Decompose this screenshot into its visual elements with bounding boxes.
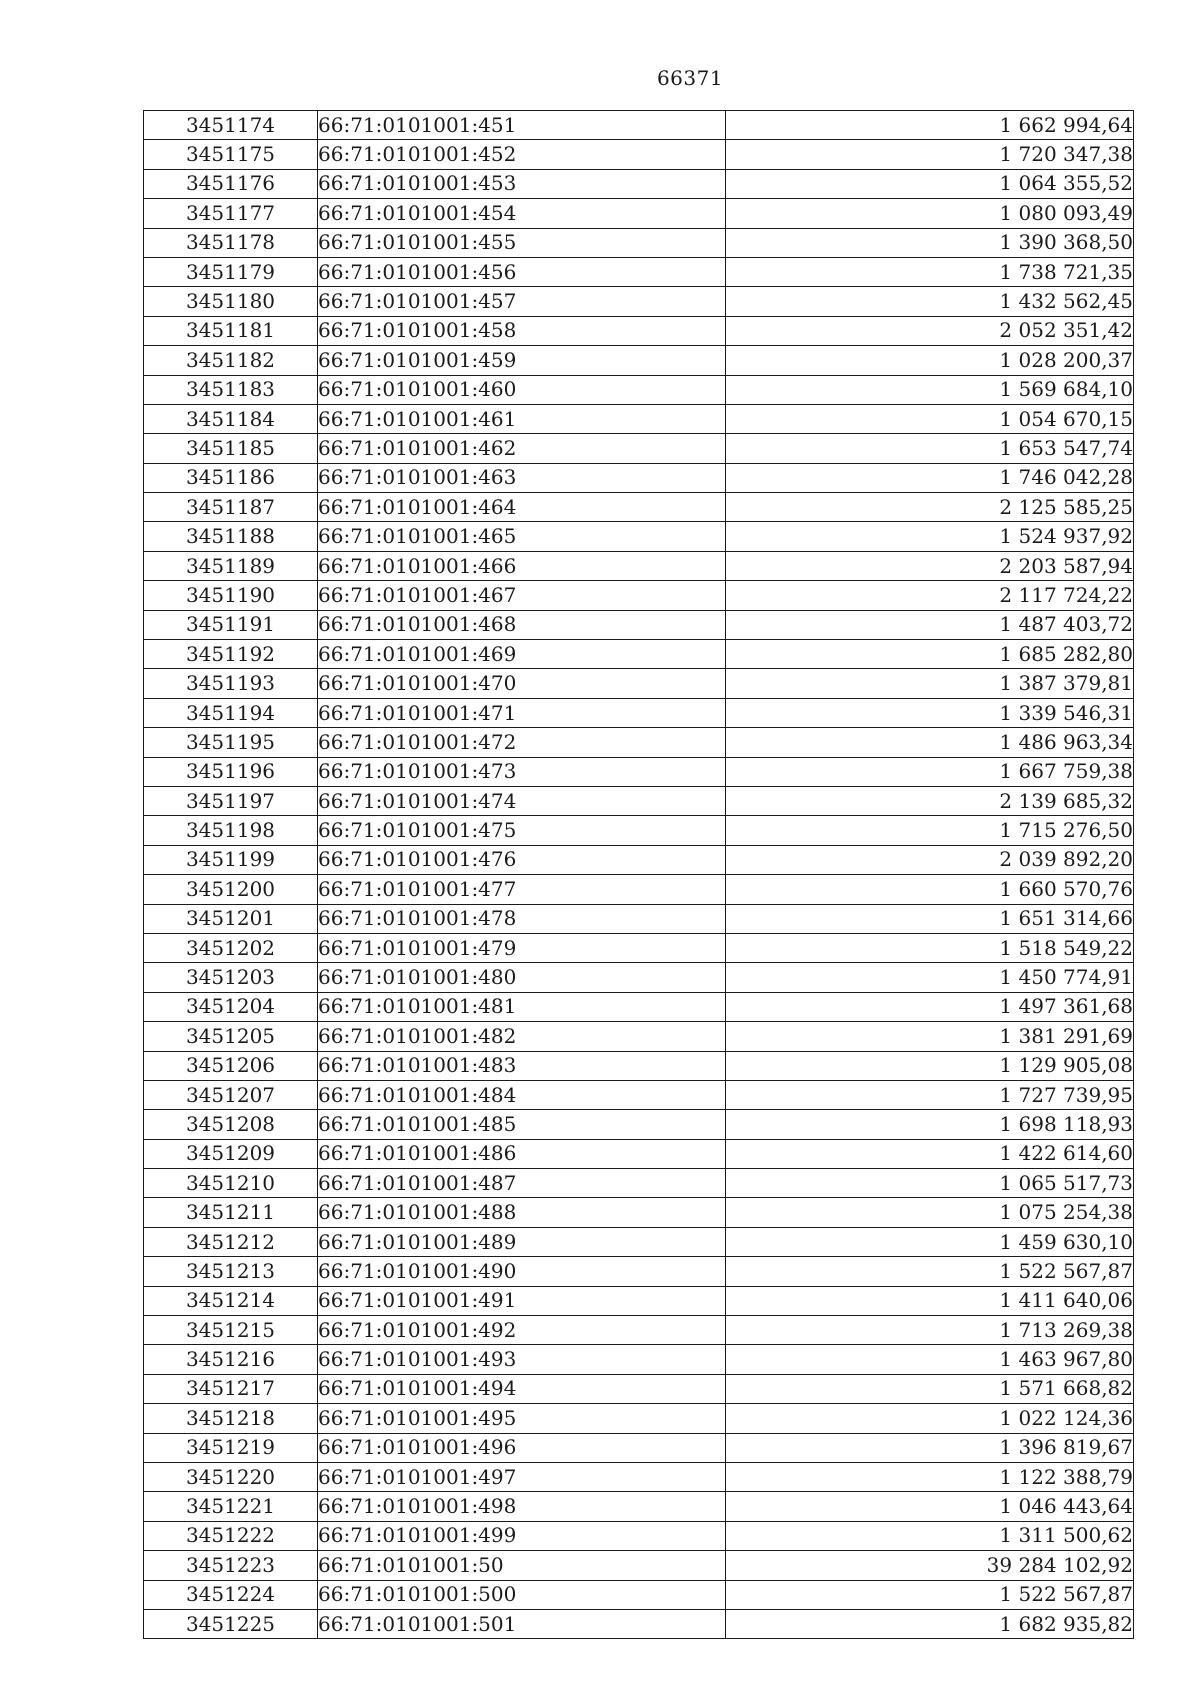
cadastral-value-cell: 1 311 500,62 (726, 1521, 1134, 1550)
row-number-cell: 3451193 (144, 669, 318, 698)
table-row (144, 1316, 1134, 1345)
table-row (144, 904, 1134, 933)
row-number-cell: 3451175 (144, 140, 318, 169)
row-number-cell: 3451217 (144, 1374, 318, 1403)
cadastral-number-cell: 66:71:0101001:489 (318, 1227, 726, 1256)
cadastral-value-cell: 1 715 276,50 (726, 816, 1134, 845)
cadastral-number-cell: 66:71:0101001:486 (318, 1139, 726, 1168)
cadastral-value-cell: 1 720 347,38 (726, 140, 1134, 169)
row-number-cell: 3451210 (144, 1169, 318, 1198)
row-number-cell: 3451204 (144, 992, 318, 1021)
cadastral-value-cell: 1 713 269,38 (726, 1316, 1134, 1345)
cadastral-number-cell: 66:71:0101001:459 (318, 346, 726, 375)
row-number-cell: 3451216 (144, 1345, 318, 1374)
cadastral-number-cell: 66:71:0101001:467 (318, 581, 726, 610)
table-row (144, 1404, 1134, 1433)
cadastral-value-cell: 1 381 291,69 (726, 1022, 1134, 1051)
cadastral-number-cell: 66:71:0101001:487 (318, 1169, 726, 1198)
row-number-cell: 3451194 (144, 698, 318, 727)
cadastral-value-cell: 2 117 724,22 (726, 581, 1134, 610)
cadastral-value-cell: 1 486 963,34 (726, 728, 1134, 757)
table-row (144, 111, 1134, 140)
cadastral-number-cell: 66:71:0101001:468 (318, 610, 726, 639)
table-row (144, 757, 1134, 786)
cadastral-value-cell: 1 522 567,87 (726, 1257, 1134, 1286)
cadastral-value-cell: 2 203 587,94 (726, 551, 1134, 580)
cadastral-number-cell: 66:71:0101001:471 (318, 698, 726, 727)
table-row (144, 1051, 1134, 1080)
table-row (144, 404, 1134, 433)
cadastral-number-cell: 66:71:0101001:494 (318, 1374, 726, 1403)
row-number-cell: 3451224 (144, 1580, 318, 1609)
cadastral-number-cell: 66:71:0101001:497 (318, 1462, 726, 1491)
cadastral-number-cell: 66:71:0101001:464 (318, 493, 726, 522)
cadastral-number-cell: 66:71:0101001:496 (318, 1433, 726, 1462)
cadastral-value-cell: 1 459 630,10 (726, 1227, 1134, 1256)
cadastral-number-cell: 66:71:0101001:463 (318, 463, 726, 492)
cadastral-number-cell: 66:71:0101001:455 (318, 228, 726, 257)
cadastral-number-cell: 66:71:0101001:485 (318, 1110, 726, 1139)
table-body (144, 111, 1134, 1639)
cadastral-number-cell: 66:71:0101001:460 (318, 375, 726, 404)
cadastral-number-cell: 66:71:0101001:499 (318, 1521, 726, 1550)
row-number-cell: 3451180 (144, 287, 318, 316)
table-row (144, 1080, 1134, 1109)
table-row (144, 140, 1134, 169)
table-row (144, 1227, 1134, 1256)
row-number-cell: 3451198 (144, 816, 318, 845)
cadastral-value-cell: 1 667 759,38 (726, 757, 1134, 786)
cadastral-number-cell: 66:71:0101001:501 (318, 1609, 726, 1638)
row-number-cell: 3451225 (144, 1609, 318, 1638)
table-row (144, 1110, 1134, 1139)
row-number-cell: 3451215 (144, 1316, 318, 1345)
row-number-cell: 3451186 (144, 463, 318, 492)
row-number-cell: 3451181 (144, 316, 318, 345)
cadastral-value-cell: 1 497 361,68 (726, 992, 1134, 1021)
table-row (144, 992, 1134, 1021)
cadastral-value-cell: 1 660 570,76 (726, 875, 1134, 904)
table-row (144, 1433, 1134, 1462)
cadastral-number-cell: 66:71:0101001:498 (318, 1492, 726, 1521)
cadastral-value-cell: 1 698 118,93 (726, 1110, 1134, 1139)
row-number-cell: 3451203 (144, 963, 318, 992)
row-number-cell: 3451199 (144, 845, 318, 874)
cadastral-number-cell: 66:71:0101001:495 (318, 1404, 726, 1433)
table-row (144, 1374, 1134, 1403)
row-number-cell: 3451207 (144, 1080, 318, 1109)
table-row (144, 522, 1134, 551)
cadastral-value-cell: 1 682 935,82 (726, 1609, 1134, 1638)
cadastral-number-cell: 66:71:0101001:465 (318, 522, 726, 551)
table-row (144, 610, 1134, 639)
table-row (144, 199, 1134, 228)
cadastral-value-cell: 1 524 937,92 (726, 522, 1134, 551)
row-number-cell: 3451196 (144, 757, 318, 786)
cadastral-value-cell: 1 727 739,95 (726, 1080, 1134, 1109)
table-row (144, 581, 1134, 610)
table-row (144, 316, 1134, 345)
cadastral-number-cell: 66:71:0101001:451 (318, 111, 726, 140)
cadastral-value-cell: 1 518 549,22 (726, 933, 1134, 962)
table-row (144, 1286, 1134, 1315)
cadastral-number-cell: 66:71:0101001:490 (318, 1257, 726, 1286)
cadastral-value-cell: 1 738 721,35 (726, 257, 1134, 286)
cadastral-value-cell: 1 569 684,10 (726, 375, 1134, 404)
cadastral-number-cell: 66:71:0101001:500 (318, 1580, 726, 1609)
row-number-cell: 3451205 (144, 1022, 318, 1051)
cadastral-number-cell: 66:71:0101001:481 (318, 992, 726, 1021)
table-row (144, 875, 1134, 904)
cadastral-number-cell: 66:71:0101001:457 (318, 287, 726, 316)
table-row (144, 287, 1134, 316)
table-row (144, 669, 1134, 698)
table-row (144, 169, 1134, 198)
row-number-cell: 3451202 (144, 933, 318, 962)
cadastral-number-cell: 66:71:0101001:454 (318, 199, 726, 228)
cadastral-number-cell: 66:71:0101001:458 (318, 316, 726, 345)
row-number-cell: 3451213 (144, 1257, 318, 1286)
row-number-cell: 3451218 (144, 1404, 318, 1433)
table-row (144, 346, 1134, 375)
table-row (144, 228, 1134, 257)
row-number-cell: 3451211 (144, 1198, 318, 1227)
cadastral-value-cell: 1 463 967,80 (726, 1345, 1134, 1374)
row-number-cell: 3451206 (144, 1051, 318, 1080)
table-row (144, 698, 1134, 727)
cadastral-value-cell: 1 662 994,64 (726, 111, 1134, 140)
cadastral-number-cell: 66:71:0101001:461 (318, 404, 726, 433)
cadastral-value-cell: 1 685 282,80 (726, 640, 1134, 669)
table-row (144, 640, 1134, 669)
cadastral-value-cell: 2 052 351,42 (726, 316, 1134, 345)
cadastral-value-table (143, 110, 1134, 1639)
cadastral-number-cell: 66:71:0101001:482 (318, 1022, 726, 1051)
cadastral-number-cell: 66:71:0101001:492 (318, 1316, 726, 1345)
cadastral-value-cell: 1 411 640,06 (726, 1286, 1134, 1315)
cadastral-value-cell: 2 039 892,20 (726, 845, 1134, 874)
cadastral-value-cell: 1 339 546,31 (726, 698, 1134, 727)
cadastral-number-cell: 66:71:0101001:472 (318, 728, 726, 757)
row-number-cell: 3451219 (144, 1433, 318, 1462)
row-number-cell: 3451223 (144, 1551, 318, 1580)
row-number-cell: 3451208 (144, 1110, 318, 1139)
row-number-cell: 3451197 (144, 786, 318, 815)
cadastral-number-cell: 66:71:0101001:470 (318, 669, 726, 698)
cadastral-value-cell: 1 651 314,66 (726, 904, 1134, 933)
cadastral-value-cell: 39 284 102,92 (726, 1551, 1134, 1580)
row-number-cell: 3451185 (144, 434, 318, 463)
cadastral-value-cell: 1 075 254,38 (726, 1198, 1134, 1227)
cadastral-number-cell: 66:71:0101001:453 (318, 169, 726, 198)
row-number-cell: 3451174 (144, 111, 318, 140)
page-number-text: 66371 (656, 66, 724, 90)
table-row (144, 933, 1134, 962)
row-number-cell: 3451191 (144, 610, 318, 639)
row-number-cell: 3451176 (144, 169, 318, 198)
cadastral-value-cell: 1 129 905,08 (726, 1051, 1134, 1080)
cadastral-number-cell: 66:71:0101001:476 (318, 845, 726, 874)
cadastral-number-cell: 66:71:0101001:484 (318, 1080, 726, 1109)
page-number (0, 66, 1200, 90)
row-number-cell: 3451179 (144, 257, 318, 286)
cadastral-number-cell: 66:71:0101001:491 (318, 1286, 726, 1315)
row-number-cell: 3451189 (144, 551, 318, 580)
table-row (144, 375, 1134, 404)
row-number-cell: 3451177 (144, 199, 318, 228)
cadastral-value-cell: 1 390 368,50 (726, 228, 1134, 257)
cadastral-value-cell: 1 064 355,52 (726, 169, 1134, 198)
row-number-cell: 3451187 (144, 493, 318, 522)
cadastral-value-cell: 1 122 388,79 (726, 1462, 1134, 1491)
cadastral-value-cell: 1 571 668,82 (726, 1374, 1134, 1403)
cadastral-value-cell: 1 387 379,81 (726, 669, 1134, 698)
table-row (144, 1169, 1134, 1198)
cadastral-value-cell: 1 046 443,64 (726, 1492, 1134, 1521)
table-row (144, 434, 1134, 463)
cadastral-number-cell: 66:71:0101001:475 (318, 816, 726, 845)
table-row (144, 786, 1134, 815)
row-number-cell: 3451182 (144, 346, 318, 375)
table-row (144, 1609, 1134, 1638)
cadastral-number-cell: 66:71:0101001:452 (318, 140, 726, 169)
row-number-cell: 3451183 (144, 375, 318, 404)
cadastral-number-cell: 66:71:0101001:456 (318, 257, 726, 286)
row-number-cell: 3451222 (144, 1521, 318, 1550)
cadastral-number-cell: 66:71:0101001:493 (318, 1345, 726, 1374)
cadastral-value-cell: 1 054 670,15 (726, 404, 1134, 433)
cadastral-number-cell: 66:71:0101001:469 (318, 640, 726, 669)
cadastral-value-cell: 1 422 614,60 (726, 1139, 1134, 1168)
table-row (144, 845, 1134, 874)
table-row (144, 1345, 1134, 1374)
row-number-cell: 3451214 (144, 1286, 318, 1315)
cadastral-value-cell: 2 125 585,25 (726, 493, 1134, 522)
table-row (144, 1551, 1134, 1580)
cadastral-value-cell: 1 022 124,36 (726, 1404, 1134, 1433)
cadastral-number-cell: 66:71:0101001:480 (318, 963, 726, 992)
row-number-cell: 3451221 (144, 1492, 318, 1521)
cadastral-number-cell: 66:71:0101001:473 (318, 757, 726, 786)
row-number-cell: 3451201 (144, 904, 318, 933)
cadastral-number-cell: 66:71:0101001:477 (318, 875, 726, 904)
table-row (144, 463, 1134, 492)
cadastral-number-cell: 66:71:0101001:466 (318, 551, 726, 580)
cadastral-value-cell: 1 028 200,37 (726, 346, 1134, 375)
cadastral-number-cell: 66:71:0101001:479 (318, 933, 726, 962)
cadastral-value-cell: 1 653 547,74 (726, 434, 1134, 463)
table-row (144, 963, 1134, 992)
table-row (144, 1492, 1134, 1521)
row-number-cell: 3451190 (144, 581, 318, 610)
row-number-cell: 3451184 (144, 404, 318, 433)
cadastral-value-cell: 1 522 567,87 (726, 1580, 1134, 1609)
table-row (144, 551, 1134, 580)
table-row (144, 257, 1134, 286)
cadastral-number-cell: 66:71:0101001:488 (318, 1198, 726, 1227)
table-row (144, 493, 1134, 522)
row-number-cell: 3451195 (144, 728, 318, 757)
cadastral-number-cell: 66:71:0101001:478 (318, 904, 726, 933)
cadastral-number-cell: 66:71:0101001:462 (318, 434, 726, 463)
cadastral-value-cell: 1 746 042,28 (726, 463, 1134, 492)
table-row (144, 1198, 1134, 1227)
table-row (144, 1139, 1134, 1168)
cadastral-value-cell: 1 432 562,45 (726, 287, 1134, 316)
cadastral-value-cell: 1 450 774,91 (726, 963, 1134, 992)
cadastral-value-cell: 1 080 093,49 (726, 199, 1134, 228)
row-number-cell: 3451220 (144, 1462, 318, 1491)
cadastral-value-cell: 2 139 685,32 (726, 786, 1134, 815)
cadastral-number-cell: 66:71:0101001:474 (318, 786, 726, 815)
row-number-cell: 3451178 (144, 228, 318, 257)
cadastral-value-cell: 1 396 819,67 (726, 1433, 1134, 1462)
cadastral-value-cell: 1 487 403,72 (726, 610, 1134, 639)
table-row (144, 1580, 1134, 1609)
row-number-cell: 3451200 (144, 875, 318, 904)
cadastral-value-cell: 1 065 517,73 (726, 1169, 1134, 1198)
cadastral-number-cell: 66:71:0101001:483 (318, 1051, 726, 1080)
table-row (144, 1521, 1134, 1550)
table-row (144, 1257, 1134, 1286)
table-row (144, 728, 1134, 757)
cadastral-number-cell: 66:71:0101001:50 (318, 1551, 726, 1580)
row-number-cell: 3451192 (144, 640, 318, 669)
table-row (144, 1462, 1134, 1491)
table-row (144, 1022, 1134, 1051)
row-number-cell: 3451212 (144, 1227, 318, 1256)
row-number-cell: 3451188 (144, 522, 318, 551)
table-row (144, 816, 1134, 845)
row-number-cell: 3451209 (144, 1139, 318, 1168)
